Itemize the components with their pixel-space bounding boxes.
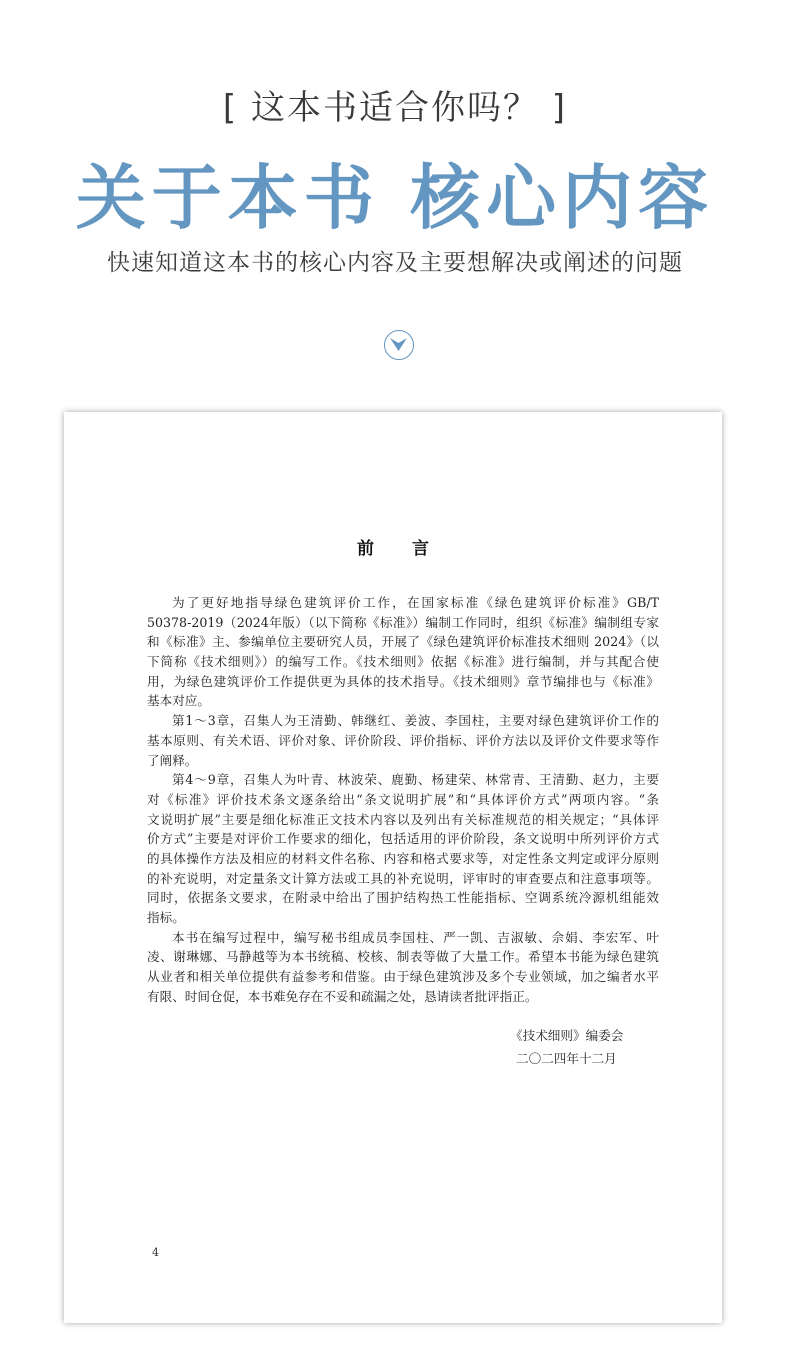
paragraph-line: 凌、谢琳娜、马静越等为本书统稿、校核、制表等做了大量工作。希望本书能为绿色建筑 <box>147 949 659 965</box>
paragraph-line: 第1～3章，召集人为王清勤、韩继红、姜波、李国柱，主要对绿色建筑评价工作的 <box>172 713 659 729</box>
paragraph-line: 有限、时间仓促，本书难免存在不妥和疏漏之处，恳请读者批评指正。 <box>147 988 538 1004</box>
paragraph-line: 基本对应。 <box>147 693 210 709</box>
paragraph-line: 第4～9章，召集人为叶青、林波荣、鹿勤、杨建荣、林常青、王清勤、赵力，主要 <box>172 772 659 788</box>
paragraph-line: 基本原则、有关术语、评价对象、评价阶段、评价指标、评价方法以及评价文件要求等作 <box>147 732 659 748</box>
page-title: 前言 <box>357 539 467 559</box>
paragraph-line: 从业者和相关单位提供有益参考和借鉴。由于绿色建筑涉及多个专业领域，加之编者水平 <box>147 969 659 985</box>
paragraph-line: 指标。 <box>147 910 185 925</box>
paragraph-line: 了阐释。 <box>147 752 198 768</box>
paragraph-line: 下简称《技术细则》）的编写工作。《技术细则》依据《标准》进行编制，并与其配合使 <box>147 654 659 670</box>
paragraph-line: 用，为绿色建筑评价工作提供更为具体的技术指导。《技术细则》章节编排也与《标准》 <box>147 673 659 689</box>
paragraph-line: 和《标准》主、参编单位主要研究人员，开展了《绿色建筑评价标准技术细则 2024》（以 <box>147 634 659 650</box>
paragraph-line: 的具体操作方法及相应的材料文件名称、内容和格式要求等，对定性条文判定或评分原则 <box>147 850 659 866</box>
date: 二〇二四年十二月 <box>516 1051 617 1066</box>
signature: 《技术细则》编委会 <box>510 1028 624 1043</box>
paragraph-line: 本书在编写过程中，编写秘书组成员李国柱、严一凯、吉淑敏、佘娟、李宏军、叶 <box>172 929 659 945</box>
paragraph-line: 文说明扩展”主要是细化标准正文技术内容以及列出有关标准规范的相关规定；“具体评 <box>147 811 659 827</box>
preface-body <box>147 593 659 1006</box>
paragraph-line: 50378-2019（2024年版）（以下简称《标准》）编制工作同时，组织《标准》编制组专家 <box>147 614 659 630</box>
paragraph-line: 价方式”主要是对评价工作要求的细化，包括适用的评价阶段，条文说明中所列评价方式 <box>147 831 659 847</box>
paragraph-line: 为了更好地指导绿色建筑评价工作，在国家标准《绿色建筑评价标准》GB/T <box>172 595 659 610</box>
paragraph-line: 同时，依据条文要求，在附录中给出了围护结构热工性能指标、空调系统冷源机组能效 <box>147 890 659 906</box>
book-page <box>64 412 722 1323</box>
paragraph-line: 的补充说明，对定量条文计算方法或工具的补充说明，评审时的审查要点和注意事项等。 <box>147 870 659 886</box>
chevron-down-icon <box>384 330 414 360</box>
page-number: 4 <box>152 1246 159 1259</box>
paragraph-line: 对《标准》评价技术条文逐条给出“条文说明扩展”和“具体评价方式”两项内容。“条 <box>147 791 659 807</box>
question-heading: [ 这本书适合你吗？ ] <box>222 88 568 128</box>
main-title: 关于本书 核心内容 <box>75 156 715 239</box>
subtitle: 快速知道这本书的核心内容及主要想解决或阐述的问题 <box>107 250 683 276</box>
